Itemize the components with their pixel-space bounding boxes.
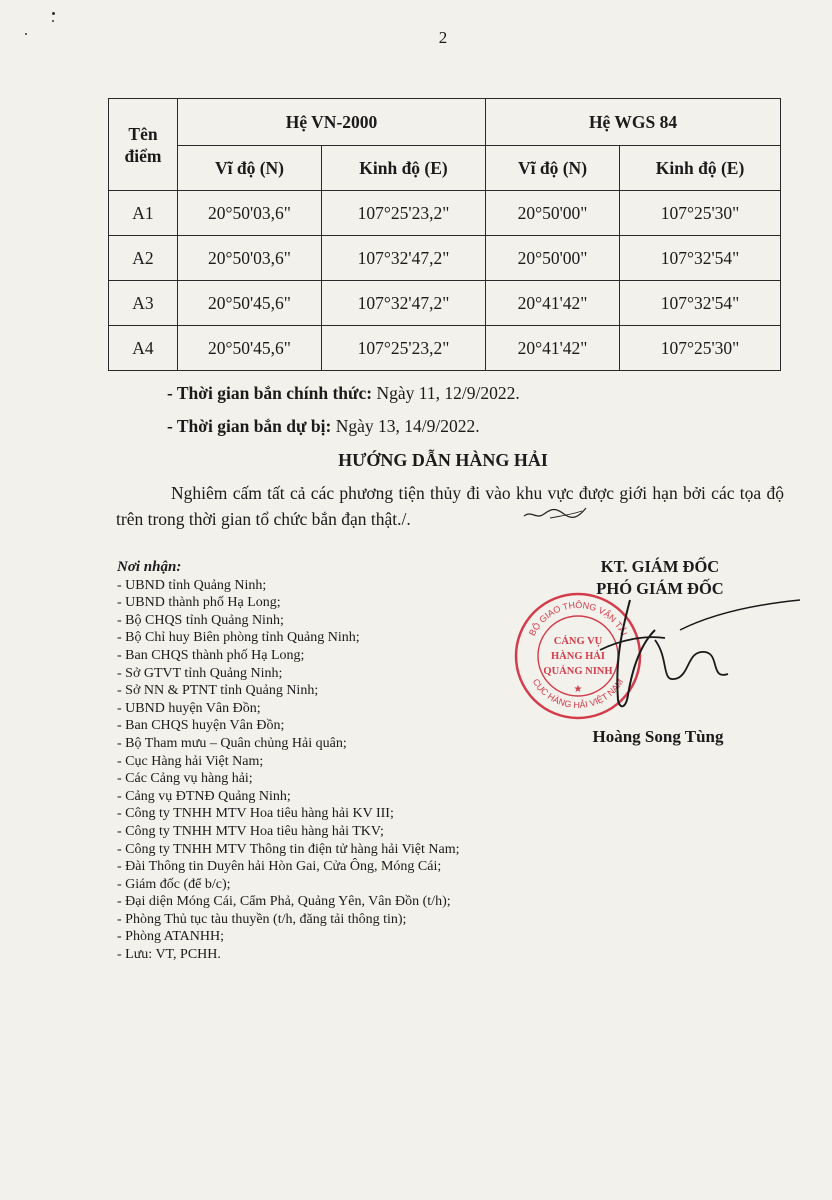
scan-speck (52, 20, 54, 22)
table-cell: 107°32'54" (620, 236, 781, 281)
list-item: - Giám đốc (để b/c); (117, 876, 231, 892)
initial-mark (520, 502, 590, 524)
stamp-center-line: QUẢNG NINH (543, 666, 613, 677)
table-cell: 20°50'45,6" (178, 281, 322, 326)
handwritten-signature (560, 590, 810, 720)
stamp-ring-bottom: CỤC HÀNG HẢI VIỆT NAM (530, 676, 626, 711)
table-cell: 20°41'42" (486, 326, 620, 371)
table-cell: 107°25'30" (620, 326, 781, 371)
list-item: - Đài Thông tin Duyên hải Hòn Gai, Cửa Ông, Móng Cái; (117, 859, 442, 875)
table-cell: 107°25'23,2" (322, 326, 486, 371)
table-cell: 107°32'47,2" (322, 281, 486, 326)
stamp-center-line: CẢNG VỤ (553, 636, 603, 647)
table-row (109, 236, 781, 281)
stamp-center-line: HÀNG HẢI (551, 651, 605, 662)
signer-authority: KT. GIÁM ĐỐC (600, 557, 720, 576)
table-cell: 20°50'00" (486, 236, 620, 281)
list-item: - Sở GTVT tỉnh Quảng Ninh; (117, 665, 283, 681)
coordinates-table (108, 98, 781, 371)
stamp-ring-top: BỘ GIAO THÔNG VẬN TẢI (526, 599, 630, 638)
wgs84-header: Hệ WGS 84 (486, 99, 781, 146)
list-item: - Công ty TNHH MTV Hoa tiêu hàng hải KV III; (117, 806, 394, 822)
recipients-title: Nơi nhận: (117, 559, 182, 575)
point-name: A4 (109, 326, 178, 371)
table-row (109, 326, 781, 371)
list-item: - Công ty TNHH MTV Hoa tiêu hàng hải TKV; (117, 823, 384, 839)
list-item: - UBND tỉnh Quảng Ninh; (117, 577, 267, 593)
table-cell: 20°41'42" (486, 281, 620, 326)
navigation-guidance-heading: HƯỚNG DẪN HÀNG HẢI (338, 450, 548, 470)
recipients-list (117, 559, 459, 964)
vn2000-header: Hệ VN-2000 (178, 99, 486, 146)
list-item: - Lưu: VT, PCHH. (117, 947, 221, 963)
point-name: A1 (109, 191, 178, 236)
table-cell: 107°32'47,2" (322, 236, 486, 281)
latitude-header: Vĩ độ (N) (486, 146, 620, 191)
list-item: - Ban CHQS thành phố Hạ Long; (117, 647, 305, 663)
signer-name: Hoàng Song Tùng (592, 727, 724, 746)
point-name: A3 (109, 281, 178, 326)
list-item: - Cảng vụ ĐTNĐ Quảng Ninh; (117, 788, 291, 804)
table-cell: 107°32'54" (620, 281, 781, 326)
longitude-header: Kinh độ (E) (620, 146, 781, 191)
scan-speck (52, 12, 55, 15)
table-cell: 20°50'45,6" (178, 326, 322, 371)
list-item: - Ban CHQS huyện Vân Đồn; (117, 718, 285, 734)
page-number: 2 (438, 28, 448, 47)
list-item: - UBND thành phố Hạ Long; (117, 595, 281, 611)
table-cell: 107°25'30" (620, 191, 781, 236)
list-item: - Đại diện Móng Cái, Cẩm Phả, Quảng Yên, Vân Đồn (t/h); (117, 894, 451, 910)
list-item: - Sở NN & PTNT tỉnh Quảng Ninh; (117, 683, 319, 699)
star-icon: ★ (573, 684, 583, 695)
official-firing-time: - Thời gian bắn chính thức: Ngày 11, 12/9/2022. (167, 383, 520, 403)
point-name-header: Tên điểm (109, 99, 178, 191)
list-item: - Phòng ATANHH; (117, 929, 224, 945)
table-cell: 107°25'23,2" (322, 191, 486, 236)
list-item: - Công ty TNHH MTV Thông tin điện tử hàng hải Việt Nam; (117, 841, 460, 857)
reserve-firing-time: - Thời gian bắn dự bị: Ngày 13, 14/9/2022. (167, 416, 480, 436)
table-row (109, 281, 781, 326)
navigation-guidance-text: Nghiêm cấm tất cả các phương tiện thủy đi vào khu vực được giới hạn bởi các tọa độ trên trong thời gian tổ chức bắn đạn thật./. (116, 483, 784, 529)
list-item: - Phòng Thủ tục tàu thuyền (t/h, đăng tải thông tin); (117, 911, 407, 927)
table-cell: 20°50'03,6" (178, 191, 322, 236)
list-item: - Các Cảng vụ hàng hải; (117, 771, 253, 787)
signer-position: PHÓ GIÁM ĐỐC (596, 579, 724, 598)
point-name: A2 (109, 236, 178, 281)
table-cell: 20°50'00" (486, 191, 620, 236)
latitude-header: Vĩ độ (N) (178, 146, 322, 191)
table-cell: 20°50'03,6" (178, 236, 322, 281)
list-item: - Bộ CHQS tỉnh Quảng Ninh; (117, 612, 284, 628)
list-item: - Bộ Tham mưu – Quân chủng Hải quân; (117, 735, 347, 751)
longitude-header: Kinh độ (E) (322, 146, 486, 191)
list-item: - UBND huyện Vân Đồn; (117, 700, 261, 716)
table-row (109, 191, 781, 236)
list-item: - Bộ Chỉ huy Biên phòng tỉnh Quảng Ninh; (117, 630, 360, 646)
list-item: - Cục Hàng hải Việt Nam; (117, 753, 264, 769)
